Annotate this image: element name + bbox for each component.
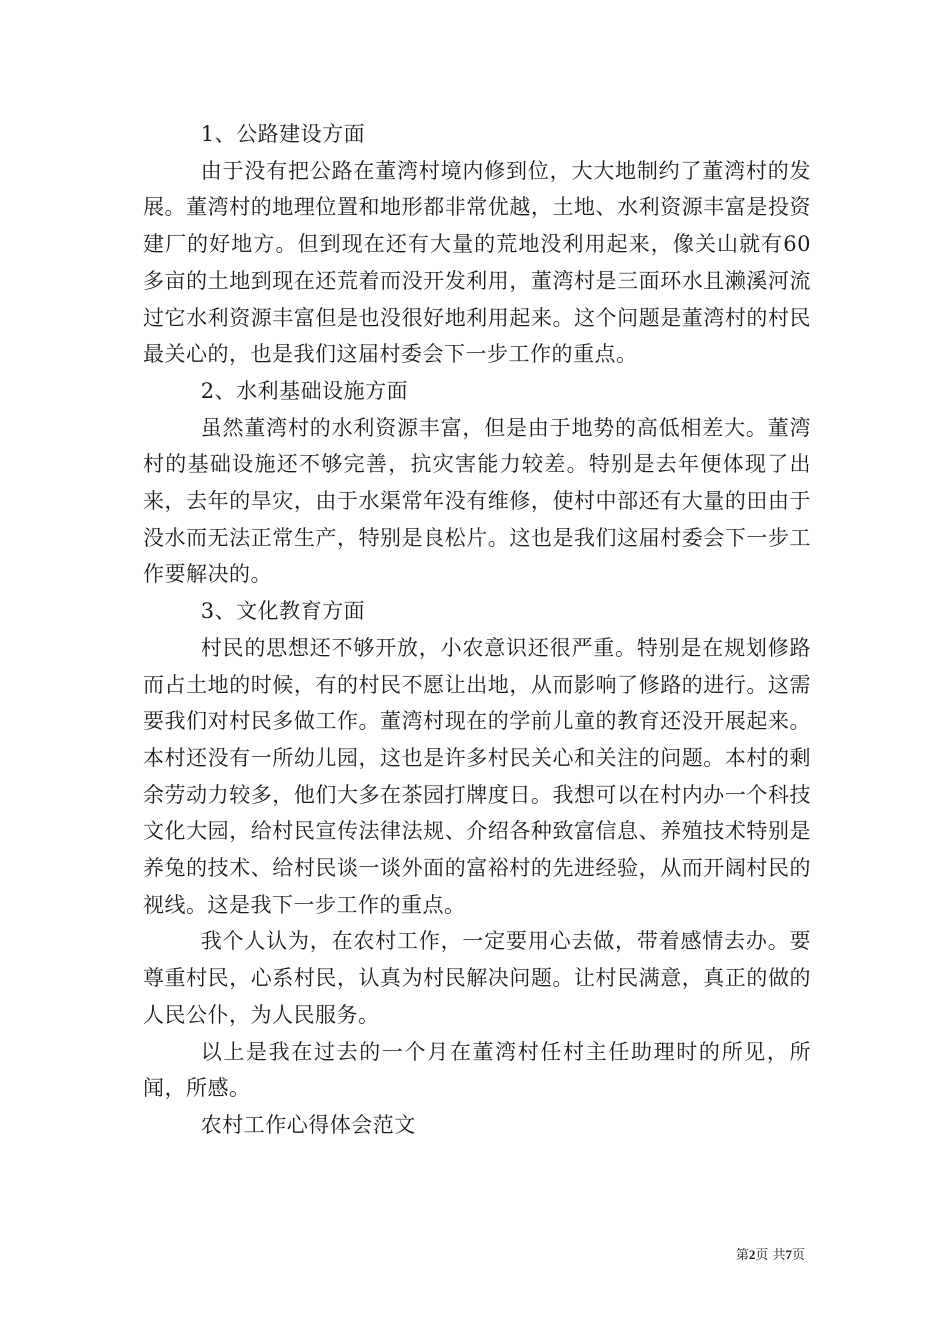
- footer-middle: 页 共: [755, 1248, 786, 1263]
- footer-prefix: 第: [735, 1248, 749, 1263]
- paragraph-education: 村民的思想还不够开放，小农意识还很严重。特别是在规划修路而占土地的时候，有的村民不愿让出地，从而影响了修路的进行。这需要我们对村民多做工作。董湾村现在的学前儿童的教育还没开展起来。本村还没有一所幼儿园，这也是许多村民关心和关注的问题。本村的剩余劳动力较多，他们大多在茶园打牌度日。我想可以在村内办一个科技文化大园，给村民宣传法律法规、介绍各种致富信息、养殖技术特别是养兔的技术、给村民谈一谈外面的富裕村的先进经验，从而开阔村民的视线。这是我下一步工作的重点。: [143, 635, 811, 917]
- paragraph-personal-view: 我个人认为，在农村工作，一定要用心去做，带着感情去办。要尊重村民，心系村民，认真为村民解决问题。让村民满意，真正的做的人民公仆，为人民服务。: [143, 929, 811, 1027]
- page-footer: [736, 1246, 805, 1265]
- paragraph-summary: 以上是我在过去的一个月在董湾村任村主任助理时的所见，所闻，所感。: [143, 1039, 811, 1101]
- next-title: 农村工作心得体会范文: [200, 1112, 416, 1137]
- section-heading-education: 3、文化教育方面: [200, 599, 366, 624]
- footer-suffix: 页: [791, 1248, 805, 1263]
- footer-page-number: 2: [748, 1247, 756, 1262]
- section-heading-water: 2、水利基础设施方面: [200, 378, 409, 403]
- paragraph-road: 由于没有把公路在董湾村境内修到位，大大地制约了董湾村的发展。董湾村的地理位置和地形都非常优越，土地、水利资源丰富是投资建厂的好地方。但到现在还有大量的荒地没利用起来，像关山就有60多亩的土地到现在还荒着而没开发利用，董湾村是三面环水且濑溪河流过它水利资源丰富但是也没很好地利用起来。这个问题是董湾村的村民最关心的，也是我们这届村委会下一步工作的重点。: [143, 158, 811, 367]
- footer-total-pages: 7: [785, 1247, 792, 1262]
- paragraph-water: 虽然董湾村的水利资源丰富，但是由于地势的高低相差大。董湾村的基础设施还不够完善，抗灾害能力较差。特别是去年便体现了出来，去年的旱灾，由于水渠常年没有维修，使村中部还有大量的田由于没水而无法正常生产，特别是良松片。这也是我们这届村委会下一步工作要解决的。: [143, 415, 811, 587]
- section-heading-road: 1、公路建设方面: [200, 122, 366, 146]
- document-body: [143, 116, 811, 1144]
